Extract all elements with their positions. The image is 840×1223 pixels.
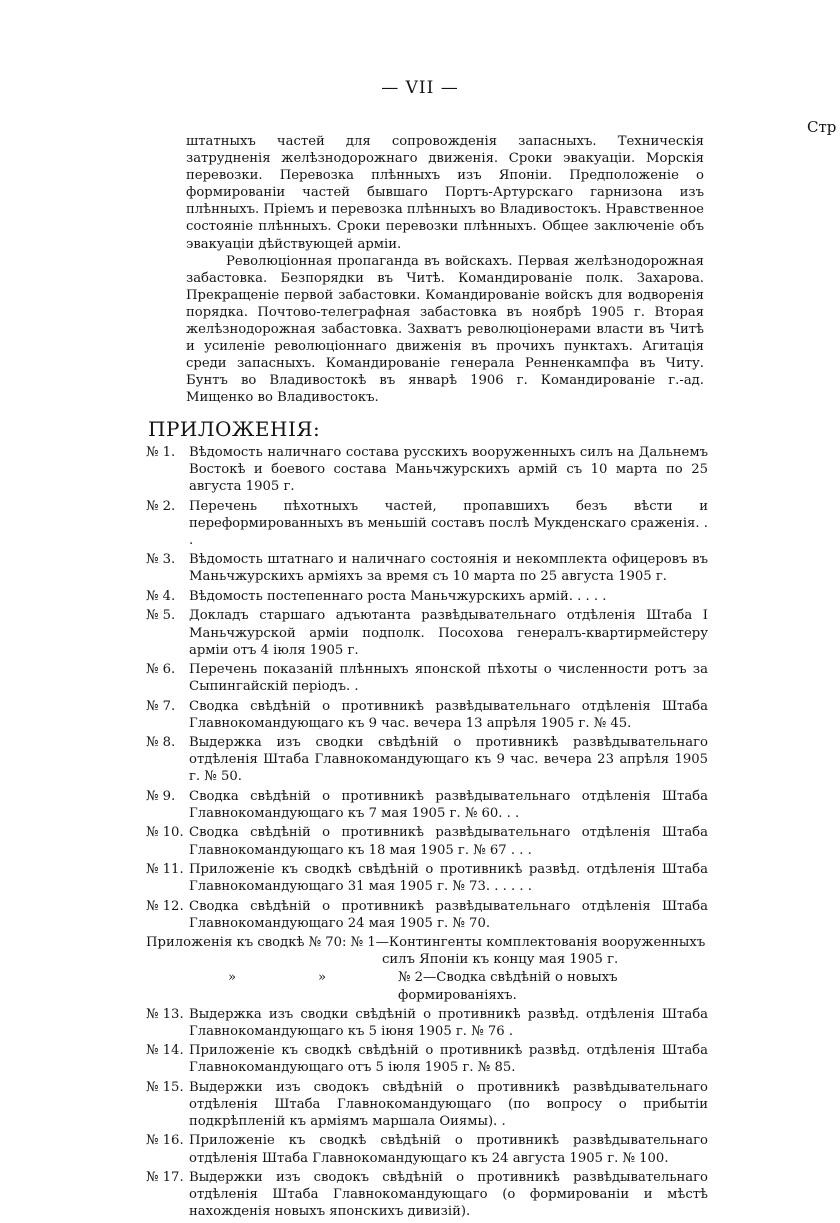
ditto-mark: »	[228, 970, 237, 986]
item-number: № 8.	[146, 735, 176, 751]
corner-label: Стр	[807, 118, 837, 136]
item-number: № 12.	[146, 898, 184, 914]
item-number: № 7.	[146, 698, 176, 714]
item-number: № 5.	[146, 608, 176, 624]
list-item	[146, 444, 708, 495]
item-text: Сводка свѣдѣній о противникѣ развѣдывательнаго отдѣленія Штаба Главнокомандующаго къ 7 мая 1905 г. № 60. . .	[189, 788, 708, 821]
list-item	[146, 698, 708, 732]
appendix-block	[146, 934, 708, 1003]
item-text: Перечень пѣхотныхъ частей, пропавшихъ безъ вѣсти и переформированныхъ въ меньшій составъ послѣ Мукденскаго сраженія. . .	[189, 498, 708, 548]
appendices-heading: ПРИЛОЖЕНІЯ:	[148, 417, 321, 441]
page-folio: — VII —	[381, 78, 459, 98]
appendix-line-1: Приложенія къ сводкѣ № 70: № 1—Контингенты комплектованія вооруженныхъ	[146, 935, 706, 951]
item-text: Вѣдомость постепеннаго роста Маньчжурскихъ армій. . . . .	[189, 588, 607, 604]
list-item	[146, 1132, 708, 1166]
list-item	[146, 788, 708, 822]
item-number: № 14.	[146, 1043, 184, 1059]
list-item	[146, 1006, 708, 1040]
item-number: № 13.	[146, 1006, 184, 1022]
item-number: № 15.	[146, 1079, 184, 1095]
body-text	[186, 133, 704, 407]
item-text: Перечень показаній плѣнныхъ японской пѣхоты о численности ротъ за Сыпингайскій періодъ. .	[189, 662, 708, 695]
item-text: Вѣдомость штатнаго и наличнаго состоянія и некомплекта офицеровъ въ Маньчжурскихъ арміяхъ за время съ 10 марта по 25 августа 1905 г.	[189, 552, 708, 585]
item-number: № 3.	[146, 552, 176, 568]
item-text: Сводка свѣдѣній о противникѣ развѣдывательнаго отдѣленія Штаба Главнокомандующаго къ 18 мая 1905 г. № 67 . . .	[189, 825, 708, 858]
item-text: Приложеніе къ сводкѣ свѣдѣній о противникѣ развѣд. отдѣленія Штаба Главнокомандующаго отъ 5 іюля 1905 г. № 85.	[189, 1043, 708, 1076]
item-text: Выдержка изъ сводки свѣдѣній о противникѣ развѣдывательнаго отдѣленія Штаба Главнокомандующаго къ 9 час. вечера 23 апрѣля 1905 г. № 50.	[189, 735, 708, 785]
list-item	[146, 498, 708, 549]
list-item	[146, 551, 708, 585]
appendix-line-3-text: № 2—Сводка свѣдѣній о новыхъ формированіяхъ.	[398, 970, 618, 1003]
item-text: Выдержка изъ сводки свѣдѣній о противникѣ развѣд. отдѣленія Штаба Главнокомандующаго къ 5 іюня 1905 г. № 76 .	[189, 1006, 708, 1039]
item-number: № 10.	[146, 825, 184, 841]
item-text: Сводка свѣдѣній о противникѣ развѣдывательнаго отдѣленія Штаба Главнокомандующаго 24 мая 1905 г. № 70.	[189, 898, 708, 931]
item-number: № 1.	[146, 445, 176, 460]
item-text: Приложеніе къ сводкѣ свѣдѣній о противникѣ развѣд. отдѣленія Штаба Главнокомандующаго 31 мая 1905 г. № 73. . . . . .	[189, 862, 708, 895]
appendices-list	[146, 444, 708, 1223]
list-item	[146, 1169, 708, 1220]
item-text: Докладъ старшаго адъютанта развѣдывательнаго отдѣленія Штаба I Маньчжурской арміи подполк. Посохова генералъ-квартирмейстеру арміи отъ 4 іюля 1905 г.	[189, 608, 708, 658]
appendix-line-3	[146, 969, 708, 1003]
item-number: № 2.	[146, 498, 176, 514]
appendix-line-2: силъ Японіи къ концу мая 1905 г.	[382, 952, 619, 968]
list-item	[146, 898, 708, 932]
list-item	[146, 861, 708, 895]
item-text: Приложеніе къ сводкѣ свѣдѣній о противникѣ развѣдывательнаго отдѣленія Штаба Главнокомандующаго къ 24 августа 1905 г. № 100.	[189, 1133, 708, 1166]
paragraph-revolution: Революціонная пропаганда въ войскахъ. Первая желѣзнодорожная забастовка. Безпорядки въ Читѣ. Командированіе полк. Захарова. Прекращеніе первой забастовки. Командированіе войскъ для водворенія порядка. Почтово-телеграфная забастовка въ ноябрѣ 1905 г. Вторая желѣзнодорожная забастовка. Захватъ революціонерами власти въ Читѣ и усиленіе революціоннаго движенія въ прочихъ пунктахъ. Агитація среди запасныхъ. Командированіе генерала Ренненкампфа въ Читу. Бунтъ во Владивостокѣ въ январѣ 1906 г. Командированіе г.-ад. Мищенко во Владивостокъ.	[186, 253, 704, 406]
list-item	[146, 824, 708, 858]
item-number: № 6.	[146, 662, 176, 678]
item-text: Выдержки изъ сводокъ свѣдѣній о противникѣ развѣдывательнаго отдѣленія Штаба Главнокомандующаго (по вопросу о прибытіи подкрѣпленій къ арміямъ маршала Оиямы). .	[189, 1079, 708, 1129]
ditto-mark: »	[318, 970, 327, 986]
item-text: Выдержки изъ сводокъ свѣдѣній о противникѣ развѣдывательнаго отдѣленія Штаба Главнокомандующаго (о формированіи и мѣстѣ нахожденія новыхъ японскихъ дивизій).	[189, 1170, 708, 1220]
item-number: № 16.	[146, 1133, 184, 1149]
list-item	[146, 1042, 708, 1076]
paragraph-evacuation: штатныхъ частей для сопровожденія запасныхъ. Техническія затрудненія желѣзнодорожнаго движенія. Сроки эвакуаціи. Морскія перевозки. Перевозка плѣнныхъ изъ Японіи. Предположеніе о формированіи частей бывшаго Портъ-Артурскаго гарнизона изъ плѣнныхъ. Пріемъ и перевозка плѣнныхъ во Владивостокъ. Нравственное состояніе плѣнныхъ. Сроки перевозки плѣнныхъ. Общее заключеніе объ эвакуаціи дѣйствующей арміи.	[186, 134, 704, 252]
list-item	[146, 1079, 708, 1130]
item-number: № 17.	[146, 1170, 184, 1185]
item-number: № 4.	[146, 588, 176, 604]
list-item	[146, 734, 708, 785]
item-text: Вѣдомость наличнаго состава русскихъ вооруженныхъ силъ на Дальнемъ Востокѣ и боевого состава Маньчжурскихъ армій съ 10 марта по 25 августа 1905 г.	[189, 445, 708, 495]
item-number: № 11.	[146, 862, 184, 878]
list-item	[146, 607, 708, 658]
item-text: Сводка свѣдѣній о противникѣ развѣдывательнаго отдѣленія Штаба Главнокомандующаго къ 9 час. вечера 13 апрѣля 1905 г. № 45.	[189, 698, 708, 731]
list-item	[146, 588, 708, 605]
list-item	[146, 661, 708, 695]
item-number: № 9.	[146, 788, 176, 804]
